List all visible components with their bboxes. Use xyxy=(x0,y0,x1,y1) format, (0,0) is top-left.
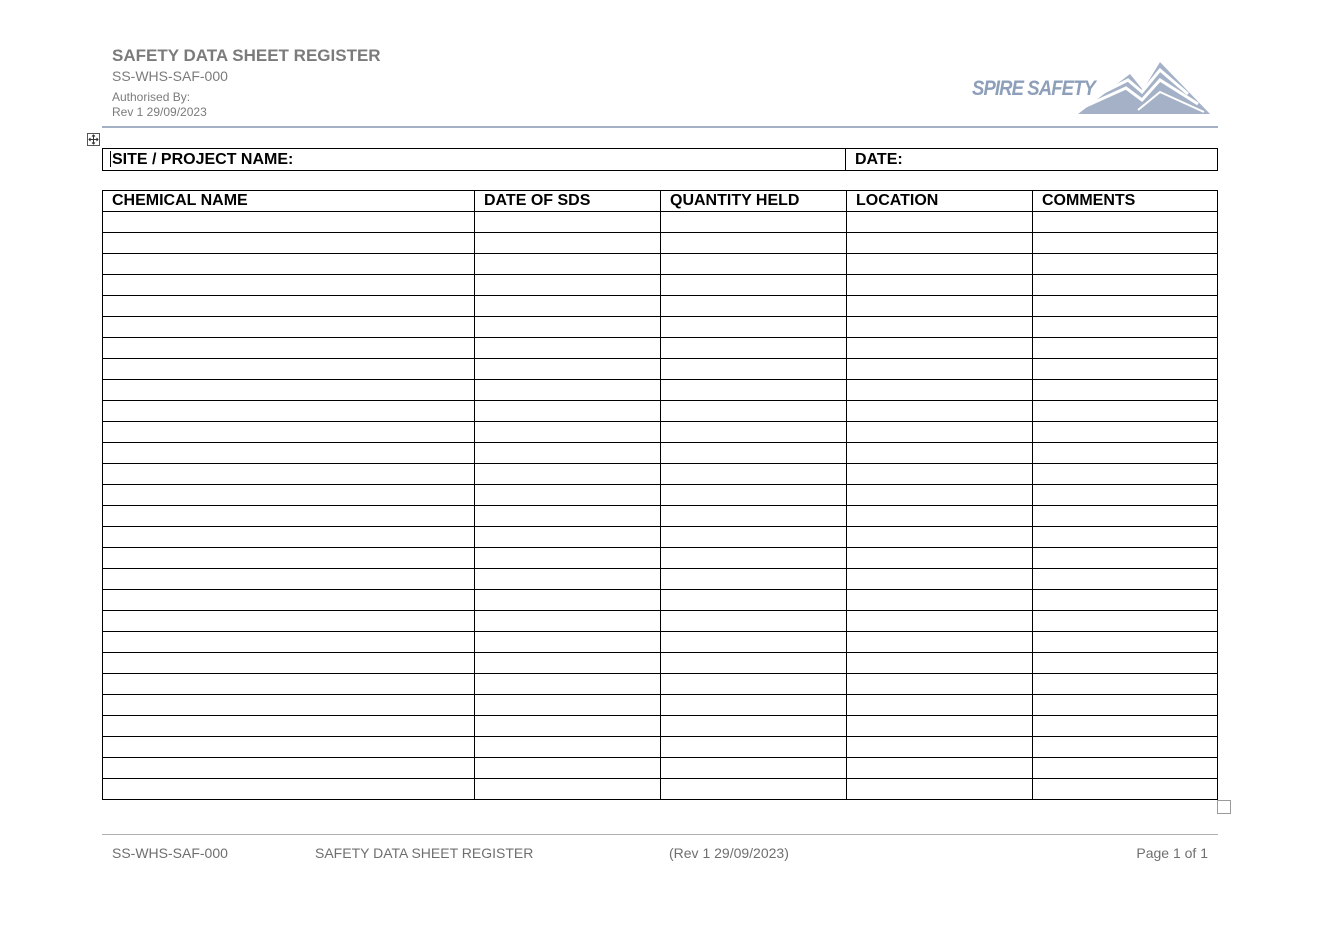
table-row xyxy=(103,569,1218,590)
mountain-logo-icon xyxy=(1078,60,1210,116)
table-row xyxy=(103,233,1218,254)
table-cell[interactable] xyxy=(1033,695,1218,716)
table-row xyxy=(103,653,1218,674)
table-cell[interactable] xyxy=(475,464,661,485)
table-row xyxy=(103,443,1218,464)
table-cell[interactable] xyxy=(1033,422,1218,443)
date-label: DATE: xyxy=(855,150,903,168)
table-cell[interactable] xyxy=(103,695,475,716)
end-of-cell-marker xyxy=(1217,800,1231,814)
table-cell[interactable] xyxy=(1033,485,1218,506)
table-cell[interactable] xyxy=(847,254,1033,275)
footer-divider xyxy=(102,834,1218,835)
table-cell[interactable] xyxy=(103,317,475,338)
table-cell[interactable] xyxy=(847,590,1033,611)
table-cell[interactable] xyxy=(1033,401,1218,422)
site-project-name-label: SITE / PROJECT NAME: xyxy=(112,150,294,168)
footer-page-number: Page 1 of 1 xyxy=(1136,845,1208,861)
table-row xyxy=(103,401,1218,422)
table-cell[interactable] xyxy=(847,506,1033,527)
table-cell[interactable] xyxy=(847,695,1033,716)
table-cell[interactable] xyxy=(661,422,847,443)
table-row xyxy=(103,674,1218,695)
table-cell[interactable] xyxy=(475,695,661,716)
column-header: LOCATION xyxy=(847,191,1033,212)
table-row xyxy=(103,716,1218,737)
table-cell[interactable] xyxy=(661,485,847,506)
table-cell[interactable] xyxy=(475,317,661,338)
table-cell[interactable] xyxy=(475,590,661,611)
table-cell[interactable] xyxy=(1033,758,1218,779)
table-cell[interactable] xyxy=(475,380,661,401)
table-cell[interactable] xyxy=(103,443,475,464)
table-cell[interactable] xyxy=(103,275,475,296)
table-cell[interactable] xyxy=(475,569,661,590)
table-cell[interactable] xyxy=(661,611,847,632)
table-cell[interactable] xyxy=(103,359,475,380)
table-cell[interactable] xyxy=(475,779,661,800)
table-cell[interactable] xyxy=(103,758,475,779)
footer-document-title: SAFETY DATA SHEET REGISTER xyxy=(315,845,534,861)
table-cell[interactable] xyxy=(847,296,1033,317)
table-cell[interactable] xyxy=(1033,212,1218,233)
table-row xyxy=(103,422,1218,443)
table-row xyxy=(103,380,1218,401)
table-cell[interactable] xyxy=(847,548,1033,569)
table-cell[interactable] xyxy=(103,611,475,632)
table-cell[interactable] xyxy=(847,758,1033,779)
table-cell[interactable] xyxy=(847,401,1033,422)
table-cell[interactable] xyxy=(475,275,661,296)
table-cell[interactable] xyxy=(847,443,1033,464)
table-row xyxy=(103,296,1218,317)
table-row xyxy=(103,632,1218,653)
table-cell[interactable] xyxy=(661,632,847,653)
table-row xyxy=(103,464,1218,485)
table-cell[interactable] xyxy=(475,506,661,527)
table-cell[interactable] xyxy=(103,422,475,443)
table-cell[interactable] xyxy=(1033,380,1218,401)
table-cell[interactable] xyxy=(475,338,661,359)
table-row xyxy=(103,758,1218,779)
document-title: SAFETY DATA SHEET REGISTER xyxy=(112,46,381,65)
table-cell[interactable] xyxy=(661,317,847,338)
logo-text: SPIRE SAFETY xyxy=(972,77,1095,100)
table-cell[interactable] xyxy=(475,527,661,548)
table-cell[interactable] xyxy=(661,737,847,758)
text-cursor xyxy=(110,151,111,167)
table-cell[interactable] xyxy=(103,401,475,422)
table-cell[interactable] xyxy=(1033,443,1218,464)
authorised-by-label: Authorised By: xyxy=(112,90,191,104)
table-cell[interactable] xyxy=(103,674,475,695)
table-cell[interactable] xyxy=(847,275,1033,296)
company-logo xyxy=(968,58,1210,116)
table-row xyxy=(103,506,1218,527)
table-row xyxy=(103,254,1218,275)
table-cell[interactable] xyxy=(1033,611,1218,632)
table-row xyxy=(103,779,1218,800)
table-cell[interactable] xyxy=(1033,254,1218,275)
table-cell[interactable] xyxy=(103,548,475,569)
table-cell[interactable] xyxy=(661,548,847,569)
table-row xyxy=(103,611,1218,632)
table-cell[interactable] xyxy=(1033,716,1218,737)
table-cell[interactable] xyxy=(1033,737,1218,758)
table-cell[interactable] xyxy=(1033,548,1218,569)
table-cell[interactable] xyxy=(661,569,847,590)
table-cell[interactable] xyxy=(475,737,661,758)
table-row xyxy=(103,338,1218,359)
table-cell[interactable] xyxy=(661,443,847,464)
table-cell[interactable] xyxy=(1033,275,1218,296)
column-header: QUANTITY HELD xyxy=(661,191,847,212)
table-cell[interactable] xyxy=(661,401,847,422)
column-header: COMMENTS xyxy=(1033,191,1218,212)
table-cell[interactable] xyxy=(103,779,475,800)
table-cell[interactable] xyxy=(103,254,475,275)
table-cell[interactable] xyxy=(103,569,475,590)
table-cell[interactable] xyxy=(847,212,1033,233)
table-cell[interactable] xyxy=(103,233,475,254)
table-cell[interactable] xyxy=(475,254,661,275)
table-cell[interactable] xyxy=(847,233,1033,254)
table-cell[interactable] xyxy=(1033,653,1218,674)
table-cell[interactable] xyxy=(661,275,847,296)
table-cell[interactable] xyxy=(1033,506,1218,527)
table-cell[interactable] xyxy=(103,380,475,401)
table-cell[interactable] xyxy=(475,296,661,317)
table-cell[interactable] xyxy=(103,527,475,548)
table-cell[interactable] xyxy=(1033,527,1218,548)
table-cell[interactable] xyxy=(847,632,1033,653)
table-cell[interactable] xyxy=(847,359,1033,380)
revision-label: Rev 1 29/09/2023 xyxy=(112,105,207,119)
table-cell[interactable] xyxy=(103,485,475,506)
table-cell[interactable] xyxy=(475,212,661,233)
table-cell[interactable] xyxy=(661,506,847,527)
table-cell[interactable] xyxy=(475,716,661,737)
table-cell[interactable] xyxy=(847,716,1033,737)
table-cell[interactable] xyxy=(847,464,1033,485)
table-row xyxy=(103,485,1218,506)
footer-revision: (Rev 1 29/09/2023) xyxy=(669,845,789,861)
table-cell[interactable] xyxy=(1033,590,1218,611)
table-cell[interactable] xyxy=(475,233,661,254)
table-cell[interactable] xyxy=(1033,296,1218,317)
table-cell[interactable] xyxy=(475,422,661,443)
table-cell[interactable] xyxy=(661,590,847,611)
table-cell[interactable] xyxy=(475,548,661,569)
table-cell[interactable] xyxy=(847,737,1033,758)
site-info-table xyxy=(102,148,1218,171)
table-cell[interactable] xyxy=(847,485,1033,506)
table-cell[interactable] xyxy=(661,296,847,317)
table-move-handle-icon[interactable] xyxy=(87,133,100,146)
table-cell[interactable] xyxy=(1033,359,1218,380)
table-cell[interactable] xyxy=(1033,632,1218,653)
table-cell[interactable] xyxy=(661,464,847,485)
table-cell[interactable] xyxy=(661,359,847,380)
table-cell[interactable] xyxy=(847,611,1033,632)
table-cell[interactable] xyxy=(1033,233,1218,254)
table-cell[interactable] xyxy=(847,779,1033,800)
table-cell[interactable] xyxy=(661,212,847,233)
table-cell[interactable] xyxy=(103,464,475,485)
table-cell[interactable] xyxy=(103,506,475,527)
table-cell[interactable] xyxy=(475,632,661,653)
table-cell[interactable] xyxy=(847,653,1033,674)
table-cell[interactable] xyxy=(661,527,847,548)
table-cell[interactable] xyxy=(475,758,661,779)
table-cell[interactable] xyxy=(1033,674,1218,695)
header-divider xyxy=(102,126,1218,128)
table-cell[interactable] xyxy=(661,254,847,275)
table-row xyxy=(103,590,1218,611)
table-cell[interactable] xyxy=(847,569,1033,590)
table-cell[interactable] xyxy=(103,212,475,233)
table-cell[interactable] xyxy=(661,380,847,401)
table-cell[interactable] xyxy=(475,359,661,380)
table-row xyxy=(103,317,1218,338)
document-code: SS-WHS-SAF-000 xyxy=(112,68,228,84)
table-cell[interactable] xyxy=(475,674,661,695)
table-cell[interactable] xyxy=(475,611,661,632)
table-cell[interactable] xyxy=(1033,338,1218,359)
table-row xyxy=(103,359,1218,380)
table-cell[interactable] xyxy=(103,653,475,674)
table-cell[interactable] xyxy=(103,296,475,317)
table-cell[interactable] xyxy=(661,338,847,359)
table-cell[interactable] xyxy=(661,653,847,674)
table-cell[interactable] xyxy=(103,737,475,758)
table-cell[interactable] xyxy=(661,233,847,254)
table-cell[interactable] xyxy=(1033,569,1218,590)
table-cell[interactable] xyxy=(847,317,1033,338)
table-row xyxy=(103,548,1218,569)
date-cell[interactable] xyxy=(846,149,1218,171)
table-cell[interactable] xyxy=(475,443,661,464)
table-row xyxy=(103,275,1218,296)
column-header: DATE OF SDS xyxy=(475,191,661,212)
table-cell[interactable] xyxy=(1033,464,1218,485)
table-cell[interactable] xyxy=(103,338,475,359)
header-row xyxy=(103,191,1218,212)
table-cell[interactable] xyxy=(661,716,847,737)
table-cell[interactable] xyxy=(103,716,475,737)
table-cell[interactable] xyxy=(847,380,1033,401)
footer-document-code: SS-WHS-SAF-000 xyxy=(112,845,228,861)
table-cell[interactable] xyxy=(847,422,1033,443)
column-header: CHEMICAL NAME xyxy=(103,191,475,212)
table-cell[interactable] xyxy=(103,590,475,611)
table-cell[interactable] xyxy=(847,527,1033,548)
table-cell[interactable] xyxy=(661,779,847,800)
table-cell[interactable] xyxy=(661,695,847,716)
table-row xyxy=(103,695,1218,716)
site-project-name-cell[interactable] xyxy=(103,149,846,171)
table-row xyxy=(103,527,1218,548)
table-cell[interactable] xyxy=(475,485,661,506)
table-row xyxy=(103,212,1218,233)
register-table xyxy=(102,190,1218,800)
table-cell[interactable] xyxy=(1033,317,1218,338)
table-cell[interactable] xyxy=(103,632,475,653)
table-cell[interactable] xyxy=(475,653,661,674)
table-cell[interactable] xyxy=(847,674,1033,695)
table-cell[interactable] xyxy=(661,758,847,779)
table-cell[interactable] xyxy=(475,401,661,422)
table-cell[interactable] xyxy=(847,338,1033,359)
table-cell[interactable] xyxy=(1033,779,1218,800)
table-cell[interactable] xyxy=(661,674,847,695)
table-row xyxy=(103,737,1218,758)
